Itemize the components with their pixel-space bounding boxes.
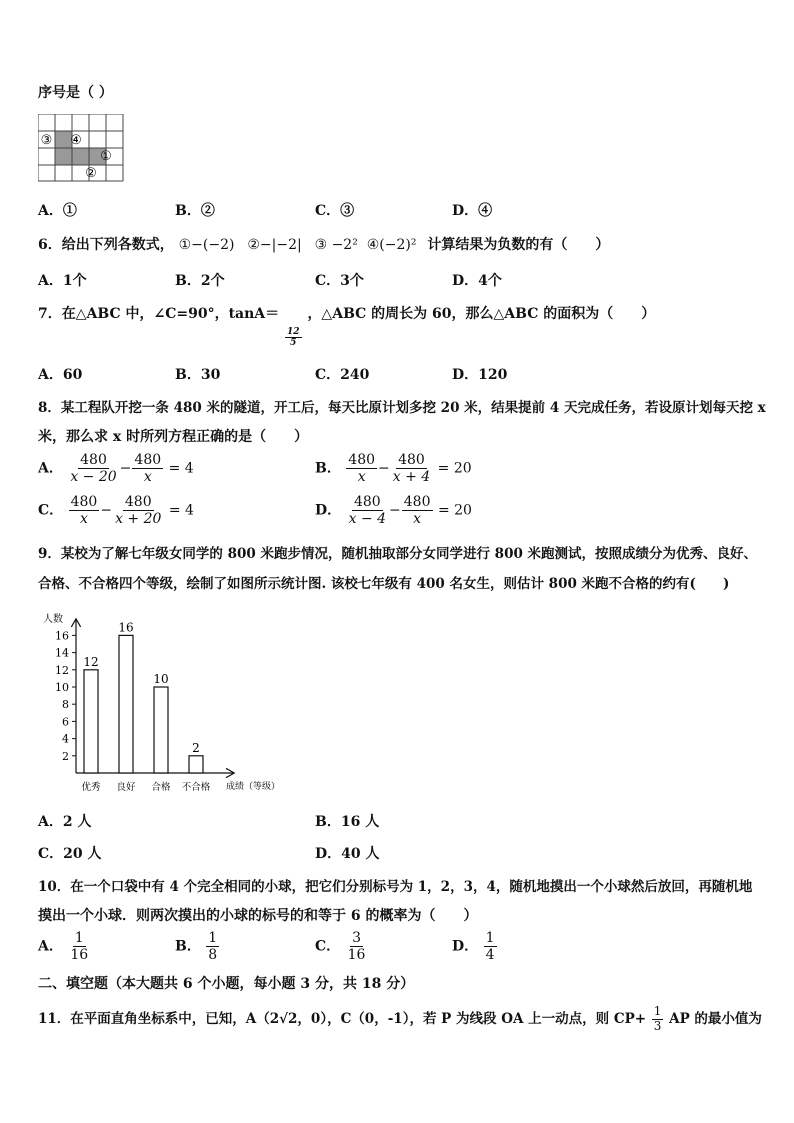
category-label: 优秀 <box>81 782 101 793</box>
q8-c-den2: x + 20 <box>115 511 162 528</box>
q7-option-d[interactable]: D．120 <box>452 367 508 383</box>
q7-tan-den: 5 <box>290 338 297 349</box>
grid-label-2: ② <box>85 166 97 181</box>
q6-option-a[interactable]: A．1个 <box>38 273 87 289</box>
y-tick-label: 12 <box>55 663 69 677</box>
q8-option-d[interactable]: D． $\frac{480}{x - 4}$ − $\frac{480}{x}$ = 20 <box>315 494 472 528</box>
bar-value-label: 2 <box>192 740 200 755</box>
q10-c-den: 16 <box>347 947 366 964</box>
q8-c-num2: 480 <box>124 494 152 510</box>
q10-d-num: 1 <box>485 930 495 946</box>
q8-d-den1: x − 4 <box>348 511 387 528</box>
q8-a-den1: x − 20 <box>70 469 117 486</box>
q7-stem <box>38 303 655 349</box>
q5-option-d[interactable]: D．④ <box>452 203 493 219</box>
grid-label-3: ③ <box>40 133 53 148</box>
bar-0 <box>84 670 98 773</box>
q8-option-a[interactable]: A． $\frac{480}{x - 20}$ − $\frac{480}{x}$ = 4 <box>38 452 194 486</box>
q6-option-d[interactable]: D．4个 <box>452 273 502 289</box>
q8-d-num1: 480 <box>353 494 381 510</box>
q8-option-c[interactable]: C． $\frac{480}{x}$ − $\frac{480}{x + 20}$ = 4 <box>38 494 194 528</box>
q10-option-d-label: D． <box>452 938 479 955</box>
category-label: 不合格 <box>181 782 211 793</box>
q8-stem-line2: 米，那么求 x 时所列方程正确的是（ ） <box>38 429 309 445</box>
y-tick-label: 16 <box>55 629 69 643</box>
q7-tan-num: 12 <box>287 327 300 337</box>
chart-xlabel: 成绩（等级） <box>226 782 281 792</box>
q10-option-b-label: B． <box>175 938 201 955</box>
q8-b-den1: x <box>357 469 366 486</box>
q6-expr3: ③ −2² <box>314 237 358 253</box>
q10-stem-line1: 10．在一个口袋中有 4 个完全相同的小球，把它们分别标号为 1，2，3，4，随机地摸出一个小球然后放回，再随机地 <box>38 879 753 895</box>
bar-3 <box>189 756 203 773</box>
q5-option-a[interactable]: A．① <box>38 203 77 219</box>
y-tick-label: 4 <box>62 732 69 746</box>
q6-expr2: ②−|−2| <box>247 237 302 253</box>
q9-stem-line1: 9．某校为了解七年级女同学的 800 米跑步情况，随机抽取部分女同学进行 800 米跑测试，按照成绩分为优秀、良好、 <box>38 546 758 562</box>
q7-tan-fraction <box>285 327 302 349</box>
y-tick-label: 6 <box>62 715 69 729</box>
q10-option-c-label: C． <box>315 938 341 955</box>
bar-2 <box>154 687 168 773</box>
q11-stem <box>38 1005 762 1034</box>
q8-a-rhs: = 4 <box>168 460 194 477</box>
q9-option-c[interactable]: C．20 人 <box>38 846 102 862</box>
q10-stem-line2: 摸出一个小球．则两次摸出的小球的标号的和等于 6 的概率为（ ） <box>38 908 478 924</box>
category-label: 合格 <box>151 782 171 793</box>
q8-c-rhs: = 4 <box>168 502 194 519</box>
q8-a-num2: 480 <box>134 452 162 468</box>
q5-option-b[interactable]: B．② <box>175 203 215 219</box>
q8-option-b-label: B． <box>315 460 341 477</box>
y-tick-label: 8 <box>62 698 69 712</box>
chart-ylabel: 人数 <box>43 614 63 625</box>
q9-option-d[interactable]: D．40 人 <box>315 846 380 862</box>
q8-c-den1: x <box>80 511 88 528</box>
q8-option-a-label: A． <box>38 460 63 477</box>
q8-a-den2: x <box>143 469 152 486</box>
bar-value-label: 12 <box>83 654 99 669</box>
bar-1 <box>119 635 133 773</box>
y-tick-label: 2 <box>62 749 69 763</box>
grid-label-1: ① <box>100 149 112 164</box>
q6-expr4: ④(−2)² <box>366 237 417 253</box>
q11-suffix: AP 的最小值为 <box>669 1010 762 1027</box>
q7-option-b[interactable]: B．30 <box>175 367 221 383</box>
q10-option-b[interactable] <box>175 930 220 963</box>
q9-option-b[interactable]: B．16 人 <box>315 814 380 830</box>
q6-stem <box>38 234 609 254</box>
grid-label-4: ④ <box>70 133 82 148</box>
q10-option-d[interactable] <box>452 930 498 963</box>
q8-b-rhs: = 20 <box>437 460 472 477</box>
q8-a-num1: 480 <box>80 452 107 468</box>
y-tick-label: 10 <box>55 681 69 694</box>
q10-d-den: 4 <box>485 947 495 964</box>
q5-option-c[interactable]: C．③ <box>315 203 355 219</box>
q8-c-num1: 480 <box>70 494 98 510</box>
q10-c-num: 3 <box>352 930 361 946</box>
q8-d-rhs: = 20 <box>437 502 472 519</box>
q8-b-den2: x + 4 <box>392 469 431 486</box>
q10-option-a-label: A． <box>38 938 63 955</box>
q10-option-a[interactable] <box>38 930 91 963</box>
q8-b-num2: 480 <box>398 452 425 468</box>
bar-value-label: 16 <box>118 620 134 635</box>
q6-stem-suffix: 计算结果为负数的有（ ） <box>427 237 610 253</box>
section-title: 二、填空题（本大题共 6 个小题，每小题 3 分，共 18 分） <box>38 976 415 992</box>
q10-b-den: 8 <box>208 947 218 964</box>
q8-d-num2: 480 <box>403 494 431 510</box>
q11-prefix: 11．在平面直角坐标系中，已知，A（2√2，0），C（0，-1），若 P 为线段 OA 上一动点，则 CP+ <box>38 1010 647 1027</box>
q6-option-c[interactable]: C．3个 <box>315 273 364 289</box>
q7-option-a[interactable]: A．60 <box>38 367 83 383</box>
q10-a-num: 1 <box>74 930 84 946</box>
category-label: 良好 <box>116 782 136 793</box>
q8-option-d-label: D． <box>315 502 342 519</box>
q6-expr1: ①−(−2) <box>178 237 235 253</box>
q10-option-c[interactable] <box>315 930 368 963</box>
q7-stem-suffix: ，△ABC 的周长为 60，那么△ABC 的面积为（ ） <box>307 306 656 322</box>
q10-b-num: 1 <box>208 930 218 946</box>
q10-a-den: 16 <box>70 947 89 964</box>
q8-b-num1: 480 <box>348 452 376 468</box>
q8-stem-line1: 8．某工程队开挖一条 480 米的隧道，开工后，每天比原计划多挖 20 米，结果提前 4 天完成任务，若设原计划每天挖 x <box>38 400 766 416</box>
q11-frac-den: 3 <box>653 1018 662 1033</box>
q6-option-b[interactable]: B．2个 <box>175 273 225 289</box>
q6-stem-prefix: 6．给出下列各数式， <box>38 237 174 253</box>
q7-option-c[interactable]: C．240 <box>315 367 370 383</box>
q8-option-b[interactable]: B． $\frac{480}{x}$ − $\frac{480}{x + 4}$ = 20 <box>315 452 472 486</box>
y-tick-label: 14 <box>55 646 69 660</box>
grid-figure <box>38 114 128 182</box>
q11-frac-num: 1 <box>653 1004 662 1018</box>
q7-stem-prefix: 7．在△ABC 中，∠C=90°，tanA＝ <box>38 306 280 322</box>
q8-option-c-label: C． <box>38 502 64 519</box>
bar-value-label: 10 <box>153 672 169 686</box>
continuation-text: 序号是（ ） <box>38 85 113 101</box>
q9-option-a[interactable]: A．2 人 <box>38 814 92 830</box>
q9-stem-line2: 合格、不合格四个等级，绘制了如图所示统计图. 该校七年级有 400 名女生，则估计 800 米跑不合格的约有( ) <box>38 576 730 592</box>
q8-d-den2: x <box>413 511 422 528</box>
bar-chart <box>38 608 298 800</box>
